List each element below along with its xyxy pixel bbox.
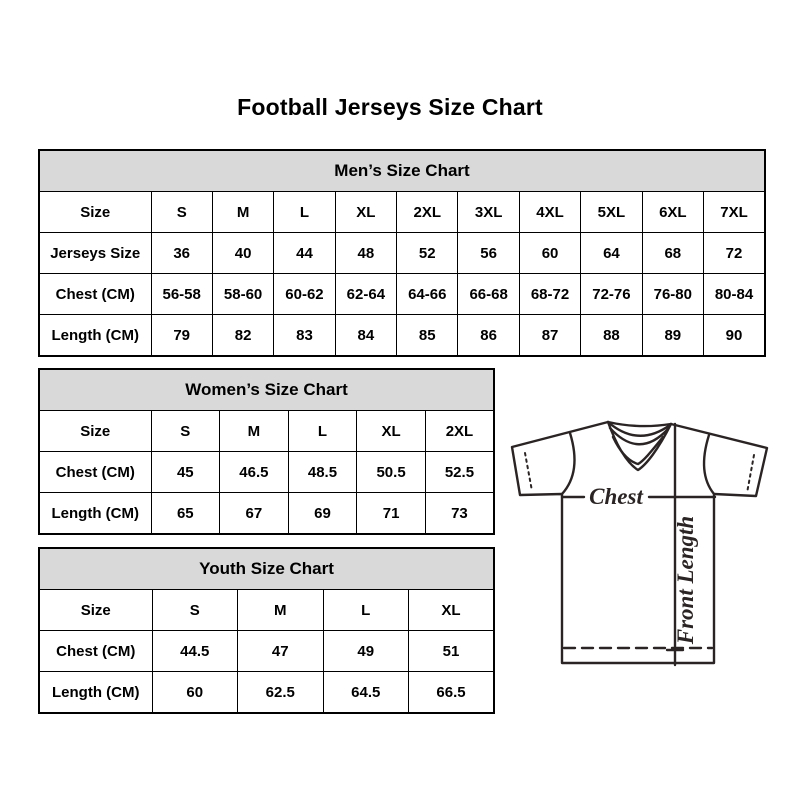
value-cell: 79 [151,315,212,357]
jersey-body-outline [512,422,767,663]
table-row [39,590,494,631]
value-cell: M [238,590,324,631]
womens-size-table [38,368,495,535]
value-cell: 44.5 [152,631,238,672]
row-header-cell: Chest (CM) [39,631,152,672]
row-header-cell: Size [39,411,151,452]
value-cell: 64.5 [323,672,409,714]
value-cell: 6XL [642,192,703,233]
value-cell: 68 [642,233,703,274]
value-cell: 5XL [581,192,642,233]
value-cell: 2XL [397,192,458,233]
value-cell: 58-60 [212,274,273,315]
table-row [39,233,765,274]
value-cell: 67 [220,493,289,535]
value-cell: 40 [212,233,273,274]
value-cell: M [212,192,273,233]
value-cell: 46.5 [220,452,289,493]
value-cell: 66-68 [458,274,519,315]
value-cell: 60 [152,672,238,714]
value-cell: 88 [581,315,642,357]
youth-size-table [38,547,495,714]
value-cell: 64-66 [397,274,458,315]
value-cell: 3XL [458,192,519,233]
table-row [39,192,765,233]
row-header-cell: Chest (CM) [39,452,151,493]
table-row [39,672,494,714]
value-cell: 62-64 [335,274,396,315]
value-cell: S [151,411,220,452]
value-cell: 47 [238,631,324,672]
value-cell: S [151,192,212,233]
value-cell: 56-58 [151,274,212,315]
value-cell: 49 [323,631,409,672]
table-title-row [39,369,494,411]
value-cell: 44 [274,233,335,274]
jersey-collar-top [608,422,671,426]
table-title-row [39,548,494,590]
row-header-cell: Size [39,590,152,631]
chest-measure-label: Chest [589,484,643,509]
table-row [39,411,494,452]
value-cell: 66.5 [409,672,495,714]
value-cell: 36 [151,233,212,274]
table-row [39,274,765,315]
value-cell: 52.5 [425,452,494,493]
row-header-cell: Size [39,192,151,233]
value-cell: 80-84 [704,274,765,315]
mens-table-title: Men’s Size Chart [39,150,765,192]
value-cell: XL [409,590,495,631]
value-cell: 73 [425,493,494,535]
value-cell: 86 [458,315,519,357]
value-cell: 65 [151,493,220,535]
value-cell: L [274,192,335,233]
value-cell: S [152,590,238,631]
row-header-cell: Length (CM) [39,315,151,357]
row-header-cell: Chest (CM) [39,274,151,315]
jersey-measurement-diagram [503,398,775,690]
value-cell: 45 [151,452,220,493]
table-title-row [39,150,765,192]
value-cell: 52 [397,233,458,274]
value-cell: L [288,411,357,452]
table-row [39,493,494,535]
value-cell: 69 [288,493,357,535]
value-cell: 85 [397,315,458,357]
value-cell: L [323,590,409,631]
value-cell: 2XL [425,411,494,452]
womens-table-title: Women’s Size Chart [39,369,494,411]
value-cell: 90 [704,315,765,357]
row-header-cell: Length (CM) [39,493,151,535]
value-cell: 68-72 [519,274,580,315]
value-cell: 87 [519,315,580,357]
value-cell: 62.5 [238,672,324,714]
value-cell: XL [335,192,396,233]
value-cell: 89 [642,315,703,357]
value-cell: 72 [704,233,765,274]
value-cell: 4XL [519,192,580,233]
value-cell: 64 [581,233,642,274]
row-header-cell: Length (CM) [39,672,152,714]
value-cell: 82 [212,315,273,357]
value-cell: 48.5 [288,452,357,493]
mens-size-table [38,149,766,357]
value-cell: M [220,411,289,452]
value-cell: 71 [357,493,426,535]
value-cell: 56 [458,233,519,274]
page-title: Football Jerseys Size Chart [237,94,543,120]
value-cell: 83 [274,315,335,357]
value-cell: XL [357,411,426,452]
value-cell: 51 [409,631,495,672]
table-row [39,452,494,493]
value-cell: 50.5 [357,452,426,493]
value-cell: 60 [519,233,580,274]
table-row [39,315,765,357]
jersey-left-cuff-stitch [525,453,532,491]
row-header-cell: Jerseys Size [39,233,151,274]
jersey-right-armhole-seam [704,435,714,494]
jersey-right-cuff-stitch [747,455,754,493]
value-cell: 84 [335,315,396,357]
value-cell: 76-80 [642,274,703,315]
front-length-measure-label: Front Length [673,515,698,645]
value-cell: 72-76 [581,274,642,315]
table-row [39,631,494,672]
jersey-left-armhole-seam [562,433,575,494]
value-cell: 48 [335,233,396,274]
value-cell: 7XL [704,192,765,233]
value-cell: 60-62 [274,274,335,315]
youth-table-title: Youth Size Chart [39,548,494,590]
